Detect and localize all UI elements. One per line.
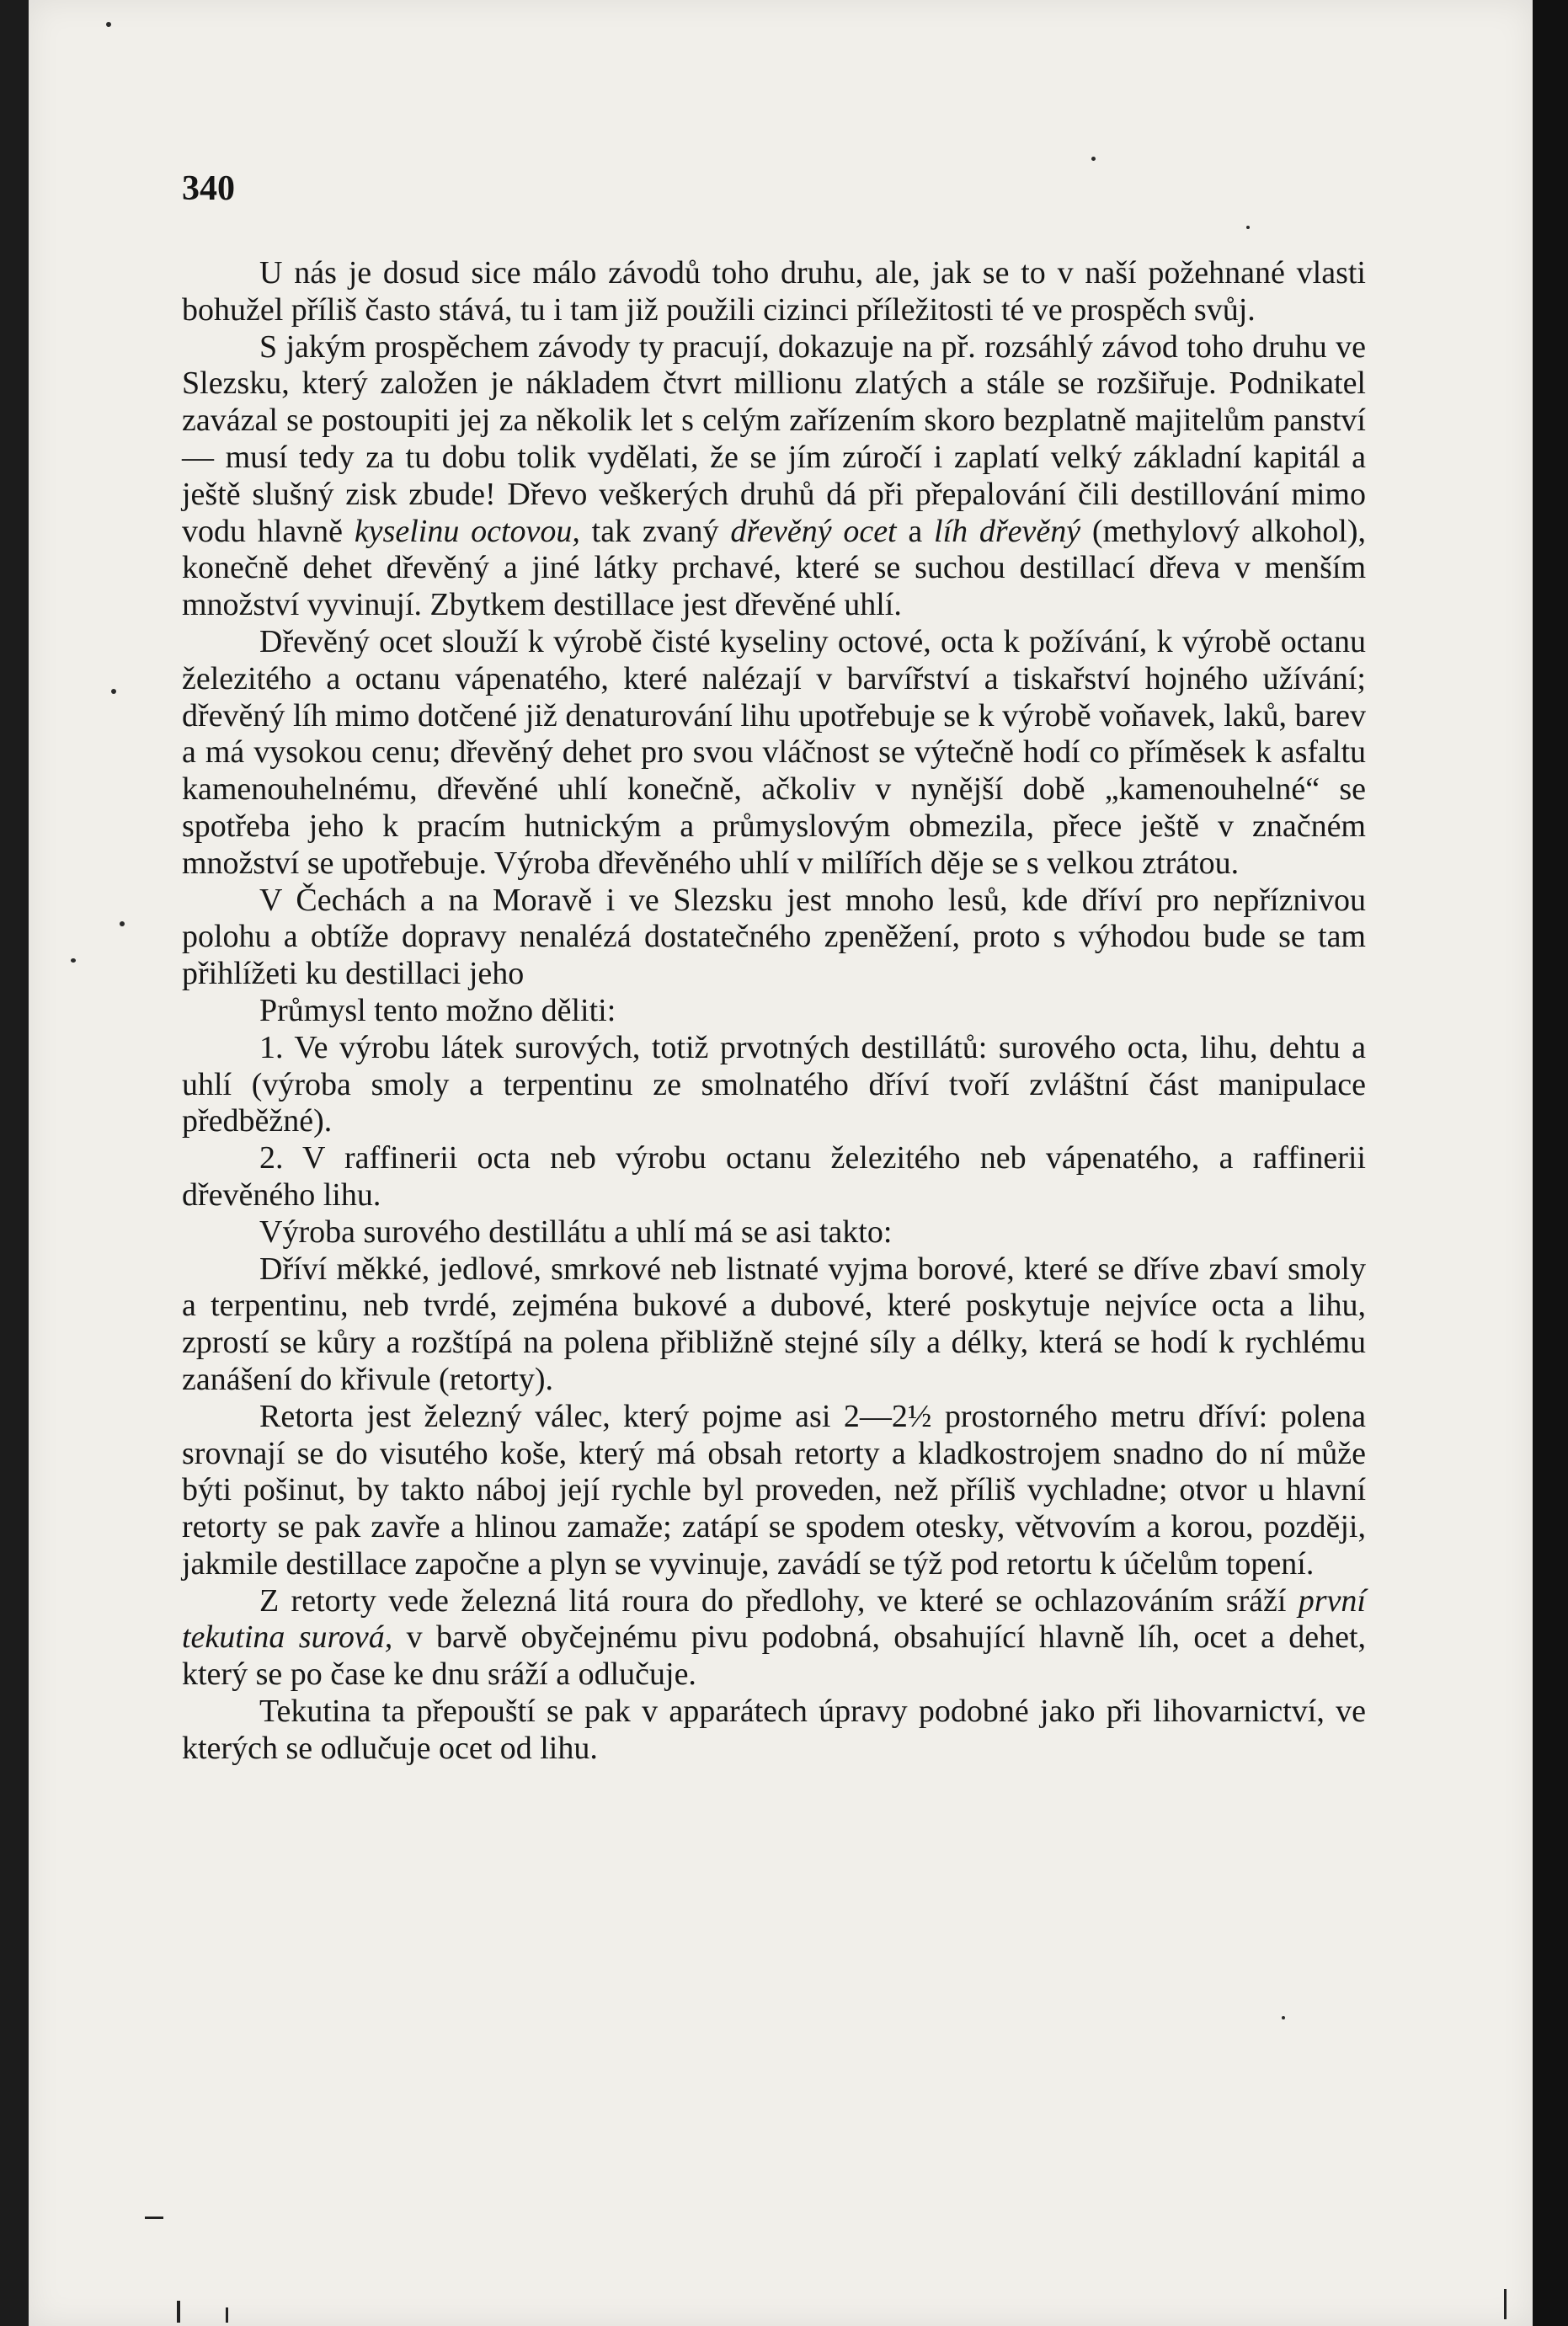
scan-mark bbox=[226, 2307, 228, 2323]
scan-speck bbox=[1091, 157, 1096, 161]
scan-speck bbox=[106, 22, 111, 27]
body-text bbox=[182, 255, 1366, 1768]
scan-speck bbox=[1282, 2016, 1285, 2019]
paragraph bbox=[182, 1583, 1366, 1694]
paragraph bbox=[182, 883, 1366, 993]
page-number: 340 bbox=[182, 169, 235, 208]
paragraph-text: tak zvaný bbox=[579, 513, 731, 549]
paragraph-text: Výroba surového destillátu a uhlí má se asi takto: bbox=[259, 1214, 893, 1250]
paragraph bbox=[182, 993, 1366, 1030]
paragraph bbox=[182, 1251, 1366, 1399]
paragraph-text: (methylový alkohol), konečně dehet dřevěný a jiné látky prchavé, které se suchou destillací dřeva v menším množství vyvinují. Zbytkem destillace jest dřevěné uhlí. bbox=[182, 513, 1367, 623]
emphasized-term: líh dřevěný bbox=[934, 513, 1081, 549]
paragraph bbox=[182, 1214, 1366, 1251]
paragraph bbox=[182, 1140, 1366, 1214]
scan-speck bbox=[111, 689, 116, 694]
scan-speck bbox=[71, 958, 76, 963]
paragraph-text: a bbox=[896, 513, 935, 549]
paragraph bbox=[182, 1399, 1366, 1583]
scan-mark bbox=[1504, 2289, 1507, 2319]
paragraph-text: V Čechách a na Moravě i ve Slezsku jest mnoho lesů, kde dříví pro nepříznivou polohu a obtíže dopravy nenalézá dostatečného zpeněžení, proto s výhodou bude se tam přihlížeti ku destillaci jeho bbox=[182, 882, 1366, 992]
paragraph-text: 2. V raffinerii octa neb výrobu octanu železitého neb vápenatého, a raffinerii dřevěného lihu. bbox=[182, 1140, 1366, 1213]
page-edge-shadow bbox=[1533, 0, 1568, 2326]
scan-speck bbox=[120, 921, 125, 926]
emphasized-term: první tekutina surová, bbox=[182, 1582, 1366, 1656]
scan-mark bbox=[145, 2217, 163, 2219]
paragraph-text: S jakým prospěchem závody ty pracují, dokazuje na př. rozsáhlý závod toho druhu ve Slezsku, který založen je nákladem čtvrt millionu zlatých a stále se rozšiřuje. Podnikatel zavázal se postoupiti jej za několik let s celým zařízením skoro bezplatně majitelům panství — musí tedy za tu dobu tolik vydělati, že se jím zúročí i zaplatí velký základní kapitál a ještě slušný zisk zbude! Dřevo veškerých druhů dá při přepalování čili destillování mimo vodu hlavně bbox=[182, 328, 1366, 549]
paragraph bbox=[182, 1694, 1366, 1768]
emphasized-term: dřevěný ocet bbox=[730, 513, 897, 549]
emphasized-term: kyselinu octovou, bbox=[354, 513, 580, 549]
paragraph-text: Retorta jest železný válec, který pojme asi 2—2½ prostorného metru dříví: polena srovnají se do visutého koše, který má obsah retorty a kladkostrojem snadno do ní může býti pošinut, by takto náboj její rychle byl proveden, než příliš vychladne; otvor u hlavní retorty se pak zavře a hlinou zamaže; zatápí se spodem otesky, větvovím a korou, později, jakmile destillace započne a plyn se vyvinuje, zavádí se týž pod retortu k účelům topení. bbox=[182, 1398, 1366, 1582]
scan-speck bbox=[1246, 226, 1250, 229]
paragraph-text: Dřevěný ocet slouží k výrobě čisté kyseliny octové, octa k požívání, k výrobě octanu železitého a octanu vápenatého, které nalézají v barvířství a tiskařství hojného užívání; dřevěný líh mimo dotčené již denaturování lihu upotřebuje se k výrobě voňavek, laků, barev a má vysokou cenu; dřevěný dehet pro svou vláčnost se výtečně hodí co příměsek k asfaltu kamenouhelnému, dřevěné uhlí konečně, ačkoliv v nynější době „kamenouhelné“ se spotřeba jeho k pracím hutnickým a průmyslovým obmezila, přece ještě v značném množství se upotřebuje. Výroba dřevěného uhlí v milířích děje se s velkou ztrátou. bbox=[182, 623, 1366, 881]
paragraph-text: Tekutina ta přepouští se pak v apparátech úpravy podobné jako při lihovarnictví, ve kterých se odlučuje ocet od lihu. bbox=[182, 1694, 1366, 1766]
paragraph-text: Dříví měkké, jedlové, smrkové neb listnaté vyjma borové, které se dříve zbaví smoly a terpentinu, neb tvrdé, zejména bukové a dubové, které poskytuje nejvíce octa a lihu, zprostí se kůry a rozštípá na polena přibližně stejné síly a délky, která se hodí k rychlému zanášení do křivule (retorty). bbox=[182, 1251, 1366, 1397]
paragraph bbox=[182, 255, 1366, 329]
paragraph-text: Průmysl tento možno děliti: bbox=[259, 992, 616, 1028]
paragraph bbox=[182, 1030, 1366, 1140]
paragraph-text: Z retorty vede železná litá roura do předlohy, ve které se ochlazováním sráží bbox=[259, 1582, 1299, 1619]
paragraph-text: 1. Ve výrobu látek surových, totiž prvotných destillátů: surového octa, lihu, dehtu a uhlí (výroba smoly a terpentinu ze smolnatého dříví tvoří zvláštní část manipulace předběžné). bbox=[182, 1029, 1366, 1139]
scan-mark bbox=[177, 2301, 180, 2323]
paragraph-text: U nás je dosud sice málo závodů toho druhu, ale, jak se to v naší požehnané vlasti bohužel příliš často stává, tu i tam již použili cizinci příležitosti té ve prospěch svůj. bbox=[182, 255, 1366, 328]
paragraph bbox=[182, 624, 1366, 883]
paragraph-text: v barvě obyčejnému pivu podobná, obsahující hlavně líh, ocet a dehet, který se po čase ke dnu sráží a odlučuje. bbox=[182, 1619, 1367, 1693]
paragraph bbox=[182, 329, 1366, 624]
